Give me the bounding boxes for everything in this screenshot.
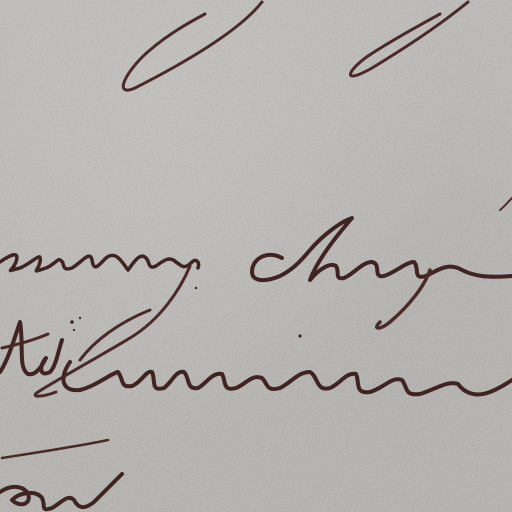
ink-t-crossbar [2,334,48,348]
ink-word-ow [0,474,122,509]
ink-vaimement-lead-loop [80,310,150,360]
ink-stray-stroke [2,440,108,458]
ink-stroke-top-left-loop [123,2,262,90]
ink-speck [73,329,75,331]
ink-word-ssauy [0,255,199,271]
ink-stroke-top-right-loop [350,2,468,76]
ink-word-chage [252,218,512,280]
ink-word-vaimement [63,362,512,394]
ink-speck [195,287,197,289]
ink-word-te [0,322,62,374]
ink-speck [70,320,74,324]
ink-edge-mark [500,198,512,210]
ink-speck [298,334,301,337]
ink-speck [79,317,81,319]
